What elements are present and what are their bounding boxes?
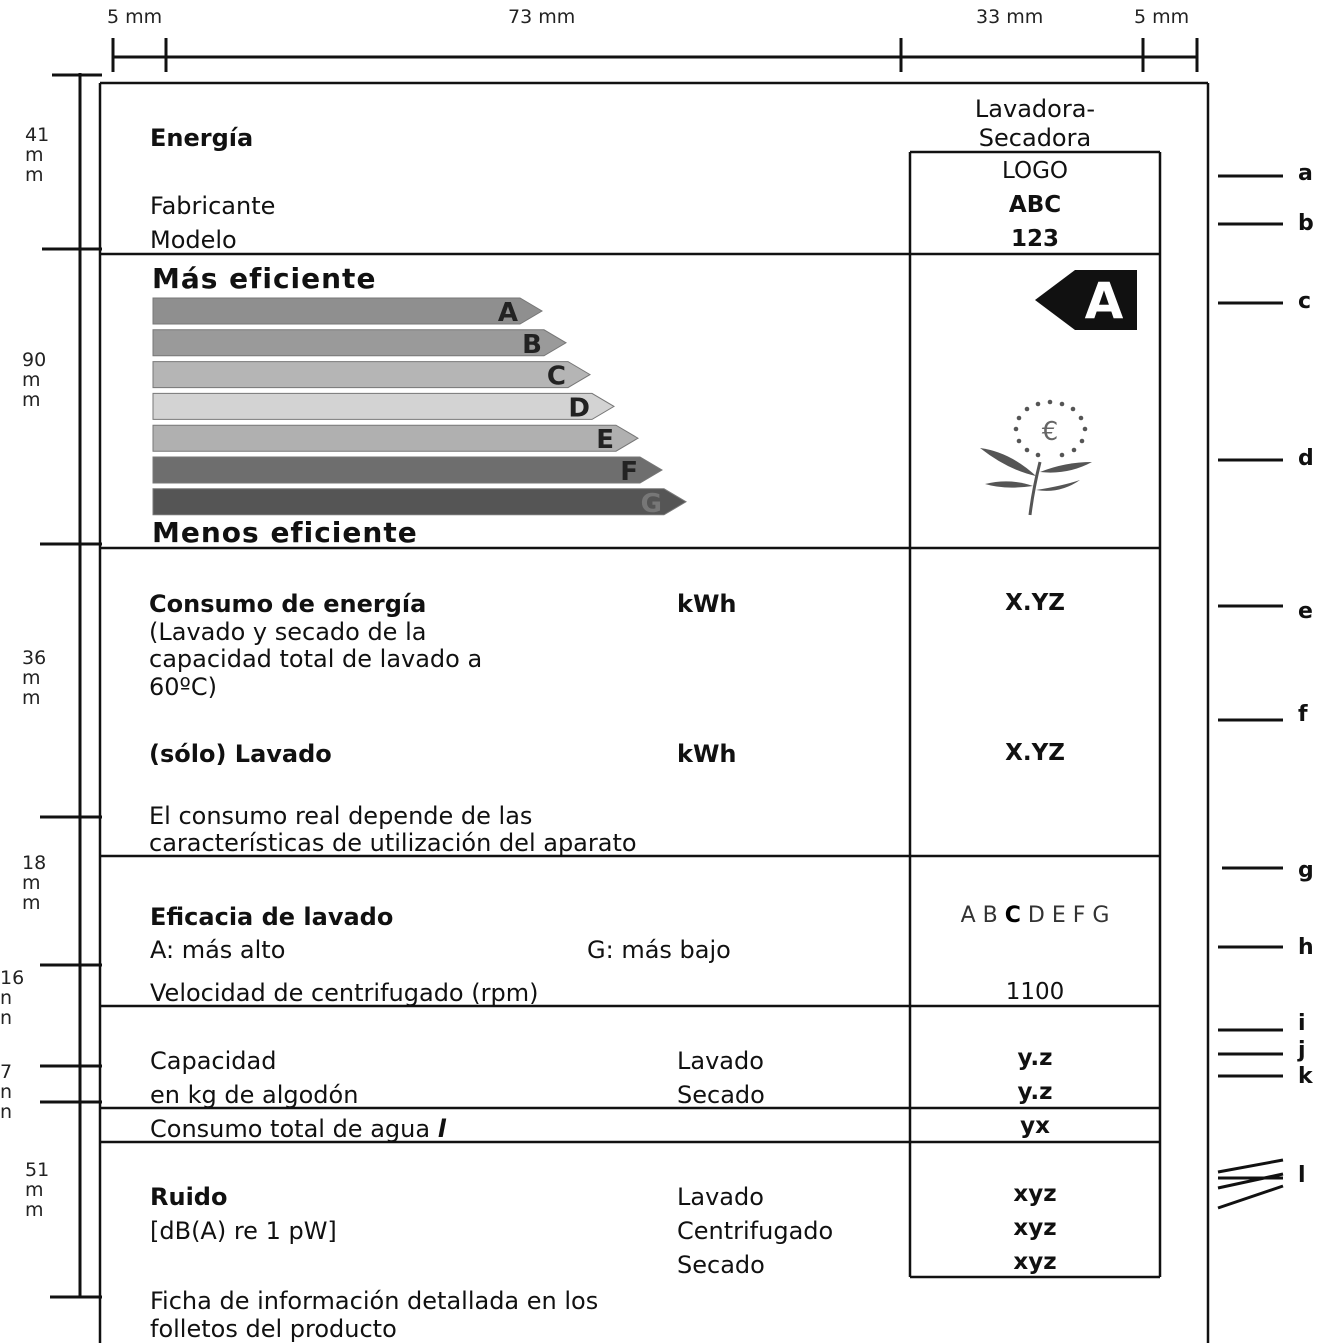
efficiency-bar-label-b: B [522,329,542,360]
dim-spin-height: 16 n n [0,967,25,1029]
rating-letter: A [1084,272,1124,330]
efficiency-bar-d [153,393,614,419]
least-efficient-label: Menos eficiente [152,516,418,549]
logo-placeholder: LOGO [1001,158,1069,184]
marker-a: a [1298,161,1313,186]
washing-low-label: G: más bajo [587,936,731,964]
capacity-label-line1: Capacidad [150,1047,277,1075]
efficiency-bar-f [153,457,662,483]
noise-title: Ruido [150,1183,228,1211]
wash-only-title: (sólo) Lavado [149,740,332,768]
washing-efficiency-selected: C [1004,903,1021,928]
washing-efficiency-classes: A B C D E F G [960,903,1110,928]
rating-arrow [1035,270,1137,330]
noise-spin-value: xyz [1013,1215,1057,1241]
energy-consumption-title: Consumo de energía [149,590,427,618]
marker-d: d [1298,446,1314,471]
spin-speed-label: Velocidad de centrifugado (rpm) [150,979,539,1007]
efficiency-bar-label-d: D [568,393,590,424]
appliance-type-line1: Lavadora- [974,95,1096,123]
marker-j: j [1298,1038,1306,1063]
consumption-desc-line1: (Lavado y secado de la [149,618,427,646]
top-ruler [113,38,1197,72]
efficiency-bar-label-f: F [620,457,638,487]
wash-only-unit: kWh [677,740,737,768]
capacity-label-line2: en kg de algodón [150,1081,359,1109]
marker-k: k [1298,1064,1313,1089]
capacity-dry-label: Secado [677,1081,765,1109]
water-consumption-value: yx [1020,1113,1050,1139]
noise-wash-value: xyz [1013,1181,1057,1207]
marker-h: h [1298,935,1314,960]
footer-line1: Ficha de información detallada en los [150,1287,599,1315]
washing-high-label: A: más alto [150,936,286,964]
efficiency-bar-c [153,362,590,388]
efficiency-scale [153,298,686,519]
noise-dry-label: Secado [677,1251,765,1279]
energy-heading: Energía [150,124,254,152]
marker-c: c [1298,289,1312,314]
efficiency-bar-label-e: E [596,425,614,456]
footer-line2: folletos del producto [150,1315,397,1343]
capacity-dry-value: y.z [1017,1079,1053,1105]
dim-right-column: 33 mm [976,6,1044,28]
washing-efficiency-title: Eficacia de lavado [150,903,394,931]
capacity-wash-label: Lavado [677,1047,764,1075]
capacity-wash-value: y.z [1017,1045,1053,1071]
energy-consumption-value: X.YZ [1005,590,1065,616]
eu-ecolabel-flower-icon [980,400,1092,515]
manufacturer-value: ABC [1008,192,1062,218]
dim-consumption-height: 36 m m [22,647,47,709]
noise-spin-label: Centrifugado [677,1217,834,1245]
dim-noise-height: 51 m m [25,1159,50,1221]
dim-header-height: 41 m m [25,124,50,186]
noise-dry-value: xyz [1013,1249,1057,1275]
manufacturer-label: Fabricante [150,192,276,220]
efficiency-bar-g [153,489,686,515]
appliance-type-line2: Secadora [978,124,1092,152]
efficiency-bar-a [153,298,542,324]
right-marker-lines [1218,176,1283,1208]
consumption-note-line1: El consumo real depende de las [149,802,533,830]
water-unit: l [437,1115,446,1143]
dim-margin-right: 5 mm [1134,6,1190,28]
marker-f: f [1298,702,1308,727]
consumption-note-line2: características de utilización del aparato [149,829,637,857]
water-consumption-label: Consumo total de agua l [150,1115,446,1143]
marker-l: l [1298,1163,1306,1188]
noise-unit: [dB(A) re 1 pW] [150,1217,337,1245]
marker-e: e [1298,599,1313,624]
left-ruler [40,73,102,1297]
model-value: 123 [1010,226,1059,252]
efficiency-bar-label-a: A [497,298,518,328]
most-efficient-label: Más eficiente [152,262,377,295]
model-label: Modelo [150,226,237,254]
marker-i: i [1298,1011,1306,1036]
consumption-desc-line2: capacidad total de lavado a [149,645,483,673]
consumption-desc-line3: 60ºC) [149,673,217,701]
dim-margin-left: 5 mm [107,6,163,28]
wash-only-value: X.YZ [1005,740,1065,766]
efficiency-bar-e [153,425,638,451]
energy-consumption-unit: kWh [677,590,737,618]
svg-text:€: € [1041,417,1059,447]
dim-washing-height: 18 m m [22,852,47,914]
dim-capacity-height: 7 n n [0,1061,13,1123]
dim-scale-height: 90 m m [22,349,47,411]
noise-wash-label: Lavado [677,1183,764,1211]
spin-speed-value: 1100 [1005,979,1065,1005]
marker-g: g [1298,858,1314,883]
marker-b: b [1298,211,1314,236]
efficiency-bar-label-c: C [546,361,566,392]
dim-left-column: 73 mm [508,6,576,28]
efficiency-bar-b [153,330,566,356]
efficiency-bar-label-g: G [640,488,662,519]
